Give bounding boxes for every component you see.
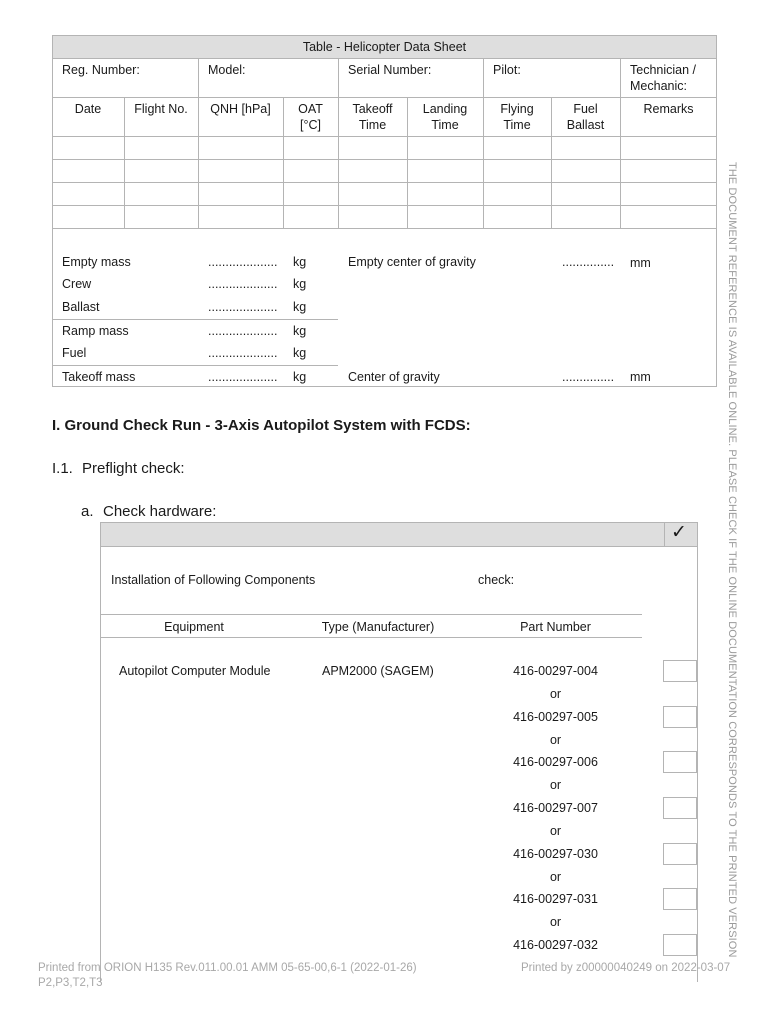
or-separator: or bbox=[549, 915, 562, 929]
part-checkbox[interactable] bbox=[663, 797, 697, 819]
item-title: Check hardware: bbox=[103, 503, 217, 520]
footer-printed-by: Printed by z00000040249 on 2022-03-07 bbox=[521, 962, 731, 974]
rule bbox=[620, 97, 621, 228]
rule bbox=[52, 136, 717, 137]
check-label: check: bbox=[478, 573, 515, 587]
rule bbox=[483, 58, 484, 97]
rule bbox=[101, 546, 697, 547]
empty-cg-dots: ............... bbox=[562, 255, 615, 269]
col-header-fuel-ballast: Ballast bbox=[566, 118, 605, 132]
ballast-dots: .................... bbox=[208, 300, 278, 314]
type-header: Type (Manufacturer) bbox=[321, 620, 435, 634]
cg-label: Center of gravity bbox=[348, 370, 440, 384]
rule bbox=[52, 97, 717, 98]
takeoff-mass-dots: .................... bbox=[208, 370, 278, 384]
part-number: 416-00297-004 bbox=[513, 664, 598, 678]
item-letter: a. bbox=[81, 503, 94, 520]
rule bbox=[101, 614, 642, 615]
equipment-type: APM2000 (SAGEM) bbox=[322, 664, 434, 678]
col-header-oat-unit: [°C] bbox=[300, 118, 321, 132]
fuel-unit: kg bbox=[293, 346, 307, 360]
crew-label: Crew bbox=[62, 277, 92, 291]
empty-cg-unit: mm bbox=[630, 256, 651, 270]
crew-dots: .................... bbox=[208, 277, 278, 291]
equipment-header: Equipment bbox=[164, 620, 224, 634]
rule bbox=[407, 97, 408, 228]
reg-number-label: Reg. Number: bbox=[62, 63, 140, 77]
data-sheet-table bbox=[52, 35, 717, 387]
rule bbox=[124, 97, 125, 228]
footer-applicability: P2,P3,T2,T3 bbox=[38, 977, 103, 989]
rule bbox=[483, 97, 484, 228]
part-number: 416-00297-007 bbox=[513, 801, 598, 815]
part-checkbox[interactable] bbox=[663, 751, 697, 773]
part-number: 416-00297-032 bbox=[513, 938, 598, 952]
col-header-flight-no: Flight No. bbox=[134, 102, 188, 116]
part-number: 416-00297-005 bbox=[513, 710, 598, 724]
mechanic-label: Mechanic: bbox=[630, 79, 687, 93]
col-header-date: Date bbox=[74, 102, 102, 116]
subsection-number: I.1. bbox=[52, 460, 73, 477]
section-heading: I. Ground Check Run - 3-Axis Autopilot System with FCDS: bbox=[52, 417, 471, 434]
pilot-label: Pilot: bbox=[493, 63, 521, 77]
part-number-header: Part Number bbox=[520, 620, 591, 634]
col-header-remarks: Remarks bbox=[643, 102, 694, 116]
empty-mass-unit: kg bbox=[293, 255, 307, 269]
empty-mass-dots: .................... bbox=[208, 255, 278, 269]
ramp-mass-label: Ramp mass bbox=[62, 324, 129, 338]
col-header-oat: OAT bbox=[298, 102, 323, 116]
or-separator: or bbox=[549, 733, 562, 747]
rule bbox=[551, 97, 552, 228]
part-checkbox[interactable] bbox=[663, 660, 697, 682]
ballast-label: Ballast bbox=[62, 300, 100, 314]
ballast-unit: kg bbox=[293, 300, 307, 314]
rule bbox=[664, 523, 665, 546]
rule bbox=[338, 58, 339, 97]
part-number: 416-00297-006 bbox=[513, 755, 598, 769]
model-label: Model: bbox=[208, 63, 246, 77]
part-checkbox[interactable] bbox=[663, 706, 697, 728]
rule bbox=[198, 97, 199, 228]
hardware-check-table bbox=[100, 522, 698, 982]
col-header-flying-time: Time bbox=[503, 118, 531, 132]
part-checkbox[interactable] bbox=[663, 888, 697, 910]
equipment-name: Autopilot Computer Module bbox=[119, 664, 271, 678]
sheet-title: Table - Helicopter Data Sheet bbox=[302, 40, 467, 54]
part-checkbox[interactable] bbox=[663, 843, 697, 865]
rule bbox=[52, 228, 717, 229]
or-separator: or bbox=[549, 824, 562, 838]
rule bbox=[52, 182, 717, 183]
subsection-title: Preflight check: bbox=[82, 460, 185, 477]
technician-label: Technician / bbox=[630, 63, 697, 77]
or-separator: or bbox=[549, 687, 562, 701]
rule bbox=[338, 97, 339, 228]
rule bbox=[198, 58, 199, 97]
col-header-flying: Flying bbox=[500, 102, 534, 116]
rule bbox=[52, 319, 338, 320]
installation-label: Installation of Following Components bbox=[111, 573, 316, 587]
cg-unit: mm bbox=[630, 370, 651, 384]
ramp-mass-dots: .................... bbox=[208, 324, 278, 338]
col-header-fuel: Fuel bbox=[573, 102, 598, 116]
ramp-mass-unit: kg bbox=[293, 324, 307, 338]
rule bbox=[52, 159, 717, 160]
rule bbox=[620, 58, 621, 97]
rule bbox=[101, 637, 642, 638]
col-header-qnh: QNH [hPa] bbox=[210, 102, 271, 116]
serial-number-label: Serial Number: bbox=[348, 63, 432, 77]
rule bbox=[283, 97, 284, 228]
col-header-landing: Landing bbox=[422, 102, 468, 116]
footer-print-source: Printed from ORION H135 Rev.011.00.01 AMM 05-65-00,6-1 (2022-01-26) bbox=[38, 962, 417, 974]
part-number: 416-00297-031 bbox=[513, 892, 598, 906]
fuel-label: Fuel bbox=[62, 346, 87, 360]
takeoff-mass-unit: kg bbox=[293, 370, 307, 384]
rule bbox=[52, 205, 717, 206]
empty-mass-label: Empty mass bbox=[62, 255, 131, 269]
or-separator: or bbox=[549, 870, 562, 884]
fuel-dots: .................... bbox=[208, 346, 278, 360]
or-separator: or bbox=[549, 778, 562, 792]
part-number: 416-00297-030 bbox=[513, 847, 598, 861]
col-header-takeoff: Takeoff bbox=[352, 102, 393, 116]
hardware-title-bar bbox=[101, 523, 697, 546]
col-header-takeoff-time: Time bbox=[358, 118, 387, 132]
col-header-landing-time: Time bbox=[431, 118, 459, 132]
cg-dots: ............... bbox=[562, 370, 615, 384]
crew-unit: kg bbox=[293, 277, 307, 291]
checkmark-icon: ✓ bbox=[671, 522, 687, 543]
online-reference-notice: THE DOCUMENT REFERENCE IS AVAILABLE ONLINE. PLEASE CHECK IF THE ONLINE DOCUMENTATION CORRESPONDS TO THE PRINTED VERSION bbox=[726, 162, 738, 958]
empty-cg-label: Empty center of gravity bbox=[348, 255, 476, 269]
rule bbox=[52, 58, 717, 59]
part-checkbox[interactable] bbox=[663, 934, 697, 956]
rule bbox=[52, 365, 338, 366]
takeoff-mass-label: Takeoff mass bbox=[62, 370, 136, 384]
